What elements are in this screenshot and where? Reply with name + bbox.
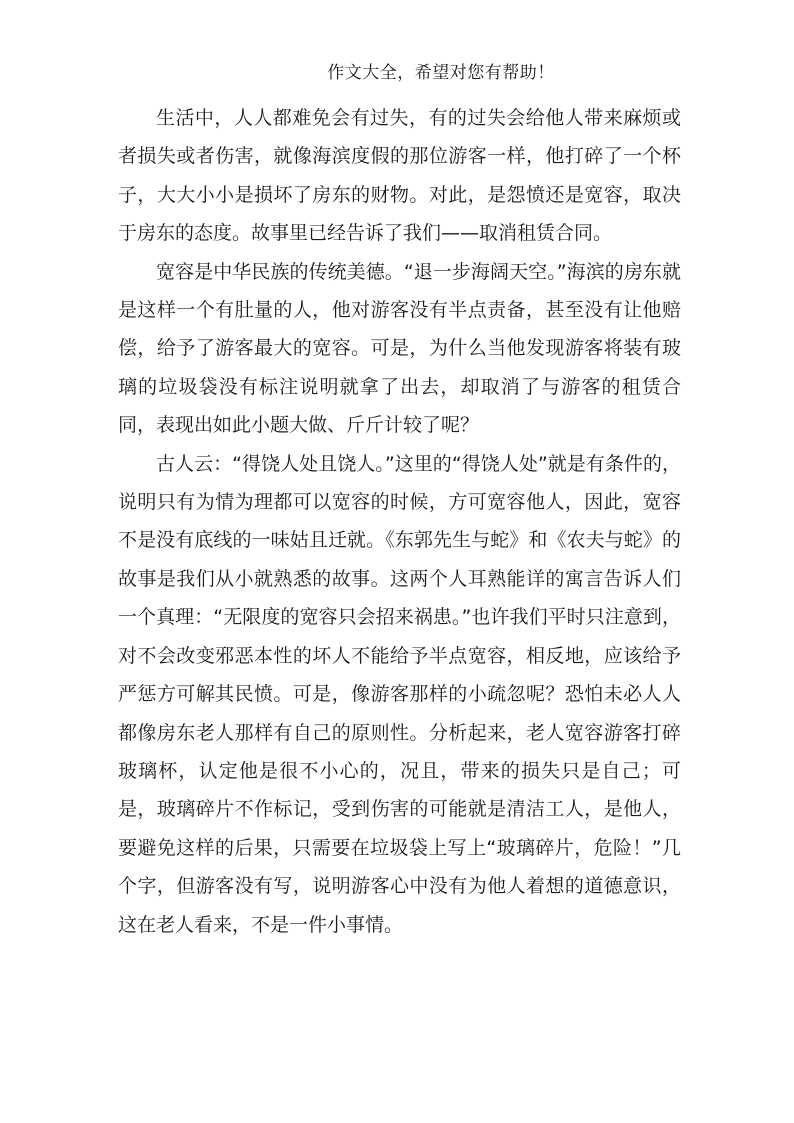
paragraph-2: 宽容是中华民族的传统美德。“退一步海阔天空。”海滨的房东就是这样一个有肚量的人，他对游客没有半点责备，甚至没有让他赔偿，给予了游客最大的宽容。可是，为什么当他发现游客将装有玻璃的垃圾袋没有标注说明就拿了出去，却取消了与游客的租赁合同，表现出如此小题大做、斤斤计较了呢？	[118, 260, 681, 437]
page-header: 作文大全，希望对您有帮助！	[327, 63, 555, 83]
article-body	[118, 99, 681, 944]
paragraph-3: 古人云：“得饶人处且饶人。”这里的“得饶人处”就是有条件的，说明只有为情为理都可以宽容的时候，方可宽容他人，因此，宽容不是没有底线的一味姑且迁就。《东郭先生与蛇》和《农夫与蛇》的故事是我们从小就熟悉的故事。这两个人耳熟能详的寓言告诉人们一个真理：“无限度的宽容只会招来祸患。”也许我们平时只注意到，对不会改变邪恶本性的坏人不能给予半点宽容，相反地，应该给予严惩方可解其民愤。可是，像游客那样的小疏忽呢？恐怕未必人人都像房东老人那样有自己的原则性。分析起来，老人宽容游客打碎玻璃杯，认定他是很不小心的，况且，带来的损失只是自己；可是，玻璃碎片不作标记，受到伤害的可能就是清洁工人，是他人，要避免这样的后果，只需要在垃圾袋上写上“玻璃碎片，危险！”几个字，但游客没有写，说明游客心中没有为他人着想的道德意识，这在老人看来，不是一件小事情。	[118, 452, 681, 936]
paragraph-1: 生活中，人人都难免会有过失，有的过失会给他人带来麻烦或者损失或者伤害，就像海滨度假的那位游客一样，他打碎了一个杯子，大大小小是损坏了房东的财物。对此，是怨愤还是宽容，取决于房东的态度。故事里已经告诉了我们——取消租赁合同。	[118, 107, 681, 245]
